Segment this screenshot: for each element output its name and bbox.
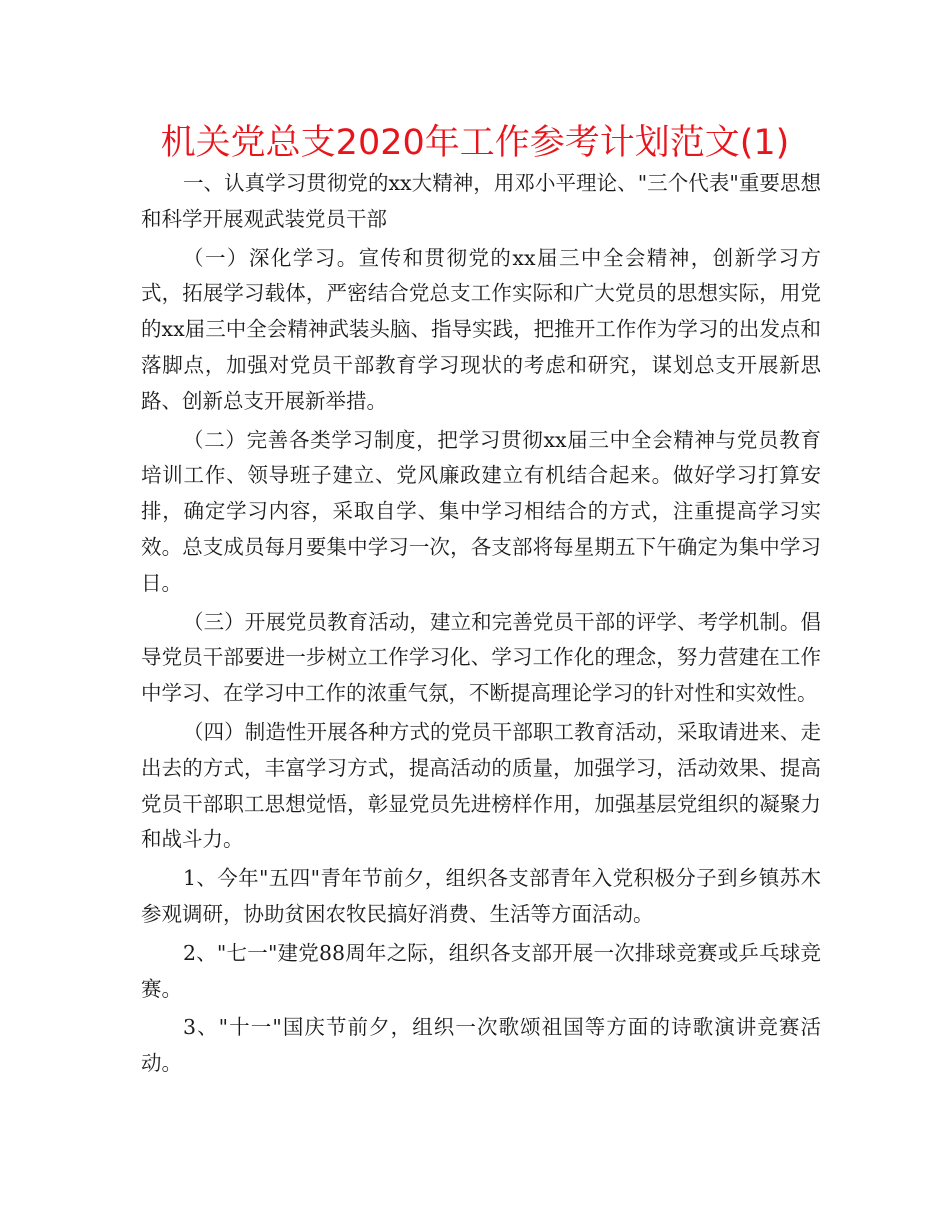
document-body xyxy=(141,166,821,1085)
paragraph-item-1: （一）深化学习。宣传和贯彻党的xx届三中全会精神，创新学习方式，拓展学习载体，严密结合党总支工作实际和广大党员的思想实际，用党的xx届三中全会精神武装头脑、指导实践，把推开工作作为学习的出发点和落脚点，加强对党员干部教育学习现状的考虑和研究，谋划总支开展新思路、创新总支开展新举措。 xyxy=(141,245,821,413)
document-title: 机关党总支2020年工作参考计划范文(1) xyxy=(160,123,790,163)
paragraph-activity-2: 2、"七一"建党88周年之际，组织各支部开展一次排球竞赛或乒乓球竞赛。 xyxy=(141,940,821,1001)
paragraph-activity-3: 3、"十一"国庆节前夕，组织一次歌颂祖国等方面的诗歌演讲竞赛活动。 xyxy=(141,1015,821,1076)
paragraph-section-one-heading: 一、认真学习贯彻党的xx大精神，用邓小平理论、"三个代表"重要思想和科学开展观武装党员干部 xyxy=(141,171,821,231)
paragraph-item-3: （三）开展党员教育活动，建立和完善党员干部的评学、考学机制。倡导党员干部要进一步树立工作学习化、学习工作化的理念，努力营建在工作中学习、在学习中工作的浓重气氛，不断提高理论学习的针对性和实效性。 xyxy=(141,609,821,706)
paragraph-activity-1: 1、今年"五四"青年节前夕，组织各支部青年入党积极分子到乡镇苏木参观调研，协助贫困农牧民搞好消费、生活等方面活动。 xyxy=(141,866,821,926)
paragraph-item-4: （四）制造性开展各种方式的党员干部职工教育活动，采取请进来、走出去的方式，丰富学习方式，提高活动的质量，加强学习，活动效果、提高党员干部职工思想觉悟，彰显党员先进榜样作用，加强基层党组织的凝聚力和战斗力。 xyxy=(141,719,821,852)
paragraph-item-2: （二）完善各类学习制度，把学习贯彻xx届三中全会精神与党员教育培训工作、领导班子建立、党风廉政建立有机结合起来。做好学习打算安排，确定学习内容，采取自学、集中学习相结合的方式，注重提高学习实效。总支成员每月要集中学习一次，各支部将每星期五下午确定为集中学习日。 xyxy=(141,427,821,595)
